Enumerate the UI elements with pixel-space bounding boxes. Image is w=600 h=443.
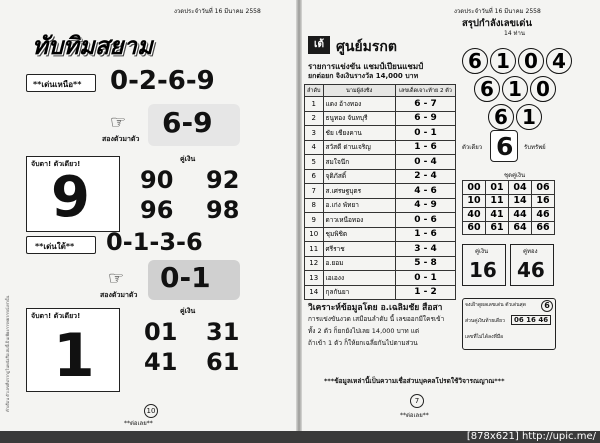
circle-r2-1: 6 bbox=[474, 76, 500, 102]
heading-2: ยกต่อยก จิงเงินรางวัล 14,000 บาท bbox=[308, 72, 419, 80]
row-name: สมใจนึก bbox=[323, 155, 395, 170]
try-label-1: สองตัวมาตัว bbox=[102, 135, 140, 143]
row-value: 0 - 4 bbox=[396, 155, 456, 170]
set-cell: 04 bbox=[509, 181, 532, 195]
box-line-1: จงเฝ้าดูผลเลขเด่น ตัวเด่นสุด bbox=[465, 302, 526, 308]
table-row bbox=[305, 111, 456, 126]
row-no: 12 bbox=[305, 256, 324, 271]
row-value: 6 - 9 bbox=[396, 111, 456, 126]
row-no: 4 bbox=[305, 140, 324, 155]
summary-sub: 14 ท่าน bbox=[504, 30, 525, 37]
row-name: ชัย เชียงคาน bbox=[323, 126, 395, 141]
row-name: ชุมพิชิต bbox=[323, 227, 395, 242]
circle-r1-4: 4 bbox=[546, 48, 572, 74]
row-no: 5 bbox=[305, 155, 324, 170]
row-no: 13 bbox=[305, 271, 324, 286]
table-row bbox=[305, 169, 456, 184]
set-cell: 44 bbox=[509, 208, 532, 222]
circle-r1-1: 6 bbox=[462, 48, 488, 74]
row-name: อ.ยอม bbox=[323, 256, 395, 271]
table-row bbox=[305, 155, 456, 170]
pair-2b: 31 bbox=[206, 318, 240, 346]
bottom-digits: 0-1-3-6 bbox=[106, 228, 203, 256]
footnote: ***ข้อมูลเหล่านี้เป็นความเชื่อส่วนบุคคลโปรดใช้วิจารณญาณ*** bbox=[324, 377, 505, 385]
set-cell: 64 bbox=[509, 221, 532, 235]
circle-r2-2: 1 bbox=[502, 76, 528, 102]
pair-label-a: คู่เงิน bbox=[475, 248, 489, 255]
note-box bbox=[462, 298, 556, 350]
row-value: 6 - 7 bbox=[396, 97, 456, 112]
set-cell: 41 bbox=[486, 208, 509, 222]
row-value: 0 - 1 bbox=[396, 126, 456, 141]
two-digit-2: 0-1 bbox=[160, 261, 211, 294]
badge: เต้ bbox=[308, 36, 330, 54]
pair-value-a: 16 bbox=[469, 258, 497, 282]
circle-r3-1: 6 bbox=[488, 104, 514, 130]
pair-label-1: คู่เงิน bbox=[180, 155, 196, 163]
table-row bbox=[305, 126, 456, 141]
analysis-line-2: ทั้ง 2 ตัว ก็ยกยังไปเลย 14,000 บาท แต่ bbox=[308, 327, 420, 335]
bottom-label-box bbox=[26, 236, 96, 254]
box-line-2: ส่วนคู่เงินท้ายเดียว bbox=[465, 318, 505, 324]
pick-box-2 bbox=[26, 308, 120, 392]
circle-r3-2: 1 bbox=[516, 104, 542, 130]
two-digit-box-1 bbox=[148, 104, 240, 146]
top-digits: 0-2-6-9 bbox=[110, 66, 215, 96]
summary-title: สรุปกำลังเลขเด่น bbox=[462, 18, 532, 29]
pair-1d: 98 bbox=[206, 196, 240, 224]
right-page bbox=[304, 4, 594, 428]
row-no: 7 bbox=[305, 184, 324, 199]
pointing-hand-icon: ☞ bbox=[108, 268, 125, 289]
pair-1a: 90 bbox=[140, 166, 174, 194]
pair-box-a bbox=[462, 244, 506, 286]
set-cell: 01 bbox=[486, 181, 509, 195]
row-no: 10 bbox=[305, 227, 324, 242]
circle-r2-3: 0 bbox=[530, 76, 556, 102]
pair-value-b: 46 bbox=[517, 258, 545, 282]
set-cell: 00 bbox=[463, 181, 486, 195]
col-no: ลำดับ bbox=[305, 85, 324, 97]
box-pairs: 06 16 46 bbox=[511, 315, 551, 325]
row-value: 4 - 9 bbox=[396, 198, 456, 213]
row-no: 3 bbox=[305, 126, 324, 141]
set-cell: 46 bbox=[532, 208, 555, 222]
col-value: เลขเด็ดเจาะท้าย 2 ตัว bbox=[396, 85, 456, 97]
box-digit: 6 bbox=[541, 300, 553, 312]
pair-2c: 41 bbox=[144, 348, 178, 376]
set-row bbox=[463, 181, 555, 195]
left-next-label: **ต่อเลย** bbox=[124, 420, 153, 427]
row-value: 1 - 2 bbox=[396, 285, 456, 300]
row-value: 0 - 6 bbox=[396, 213, 456, 228]
two-digit-1: 6-9 bbox=[162, 106, 213, 139]
col-name: นามผู้ส่งชิง bbox=[323, 85, 395, 97]
row-no: 9 bbox=[305, 213, 324, 228]
table-row bbox=[305, 285, 456, 300]
single-suffix: รับทรัพย์ bbox=[524, 144, 546, 151]
left-side-note: คำเตือน ตัวเลขที่ปรากฏในหนังสือเล่มนี้เป็นเพียงการพยากรณ์เท่านั้น bbox=[5, 295, 10, 412]
set-row bbox=[463, 208, 555, 222]
row-name: จุติภัสดิ์ bbox=[323, 169, 395, 184]
row-name: ดาวเหนือทอง bbox=[323, 213, 395, 228]
table-row bbox=[305, 256, 456, 271]
heading-1: รายการแข่งขัน แชมป์เปียนแชมป์ bbox=[308, 62, 424, 71]
pair-box-b bbox=[510, 244, 554, 286]
row-no: 11 bbox=[305, 242, 324, 257]
row-name: ศรีราช bbox=[323, 242, 395, 257]
row-value: 1 - 6 bbox=[396, 227, 456, 242]
table-row bbox=[305, 184, 456, 199]
analysis-line-3: ถ้าเข้า 1 ตัว ก็ให้ยกเฉลี่ยกันไปตามส่วน bbox=[308, 339, 418, 347]
circle-r1-3: 0 bbox=[518, 48, 544, 74]
table-row bbox=[305, 213, 456, 228]
row-name: ส.เศรษฐบุตร bbox=[323, 184, 395, 199]
set-cell: 10 bbox=[463, 194, 486, 208]
set-row bbox=[463, 194, 555, 208]
logo: ทับทิมสยาม bbox=[32, 32, 153, 60]
row-name: ธนูทอง จันทบุรี bbox=[323, 111, 395, 126]
single-1: 9 bbox=[51, 165, 90, 230]
set-row bbox=[463, 221, 555, 235]
pointing-hand-icon: ☞ bbox=[110, 112, 127, 133]
row-no: 2 bbox=[305, 111, 324, 126]
set-cell: 16 bbox=[532, 194, 555, 208]
two-digit-box-2 bbox=[148, 260, 240, 300]
row-no: 14 bbox=[305, 285, 324, 300]
row-value: 2 - 4 bbox=[396, 169, 456, 184]
pair-1b: 92 bbox=[206, 166, 240, 194]
image-credit: [878x621] http://upic.me/ bbox=[466, 431, 596, 442]
single-2: 1 bbox=[53, 321, 95, 391]
row-value: 5 - 8 bbox=[396, 256, 456, 271]
pair-1c: 96 bbox=[140, 196, 174, 224]
right-next-label: **ต่อเลย** bbox=[400, 412, 429, 419]
top-label-box bbox=[26, 74, 96, 92]
pair-label-2: คู่เงิน bbox=[180, 307, 196, 315]
right-page-number: 7 bbox=[410, 394, 424, 408]
table-row bbox=[305, 198, 456, 213]
row-value: 1 - 6 bbox=[396, 140, 456, 155]
single-box bbox=[490, 130, 518, 162]
box-line-3: เลขที่ไม่ได้ลงที่มือ bbox=[465, 334, 504, 340]
row-name: สวัสดี ด่านเจริญ bbox=[323, 140, 395, 155]
row-name: เอเองง bbox=[323, 271, 395, 286]
set-cell: 06 bbox=[532, 181, 555, 195]
set-cell: 11 bbox=[486, 194, 509, 208]
single-label: ตัวเดียว bbox=[462, 144, 483, 151]
left-page-number: 10 bbox=[144, 404, 158, 418]
row-no: 8 bbox=[305, 198, 324, 213]
pick-label-1: จับตา! ตัวเดียว! bbox=[31, 160, 81, 168]
table-row bbox=[305, 97, 456, 112]
brand: ศูนย์มรกต bbox=[336, 39, 397, 55]
row-value: 3 - 4 bbox=[396, 242, 456, 257]
set-cell: 40 bbox=[463, 208, 486, 222]
try-label-2: สองตัวมาตัว bbox=[100, 291, 138, 299]
analysis-title: วิเคราะห์ข้อมูลโดย อ.เฉลิมชัย สือสา bbox=[308, 303, 443, 313]
set-grid bbox=[462, 180, 555, 235]
set-label: ชุดคู่เงิน bbox=[504, 172, 526, 179]
pick-label-2: จับตา! ตัวเดียว! bbox=[31, 312, 81, 320]
right-issue-date: งวดประจำวันที่ 16 มีนาคม 2558 bbox=[454, 8, 541, 15]
row-no: 6 bbox=[305, 169, 324, 184]
analysis-line-1: การแข่งขันงวด เสมือนลำดับ นี้ เลขออกมีใครเข้า bbox=[308, 315, 445, 323]
table-row bbox=[305, 140, 456, 155]
pair-2d: 61 bbox=[206, 348, 240, 376]
table-row bbox=[305, 227, 456, 242]
results-table bbox=[304, 84, 456, 300]
set-cell: 60 bbox=[463, 221, 486, 235]
row-name: กุลกันยา bbox=[323, 285, 395, 300]
left-page bbox=[6, 4, 294, 428]
row-value: 4 - 6 bbox=[396, 184, 456, 199]
circle-r1-2: 1 bbox=[490, 48, 516, 74]
row-no: 1 bbox=[305, 97, 324, 112]
table-row bbox=[305, 271, 456, 286]
bottom-label: **เด่นใต้** bbox=[35, 242, 75, 251]
pick-box-1 bbox=[26, 156, 120, 232]
row-name: อ.เก่ง พัทยา bbox=[323, 198, 395, 213]
single-value: 6 bbox=[496, 132, 514, 161]
set-cell: 14 bbox=[509, 194, 532, 208]
row-value: 0 - 1 bbox=[396, 271, 456, 286]
left-issue-date: งวดประจำวันที่ 16 มีนาคม 2558 bbox=[174, 8, 261, 15]
pair-label-b: คู่ทอง bbox=[523, 248, 538, 255]
table-row bbox=[305, 242, 456, 257]
top-label: **เด่นเหนือ** bbox=[33, 80, 82, 89]
set-cell: 61 bbox=[486, 221, 509, 235]
book-spine bbox=[296, 0, 302, 431]
set-cell: 66 bbox=[532, 221, 555, 235]
pair-2a: 01 bbox=[144, 318, 178, 346]
row-name: แดง อ้างทอง bbox=[323, 97, 395, 112]
